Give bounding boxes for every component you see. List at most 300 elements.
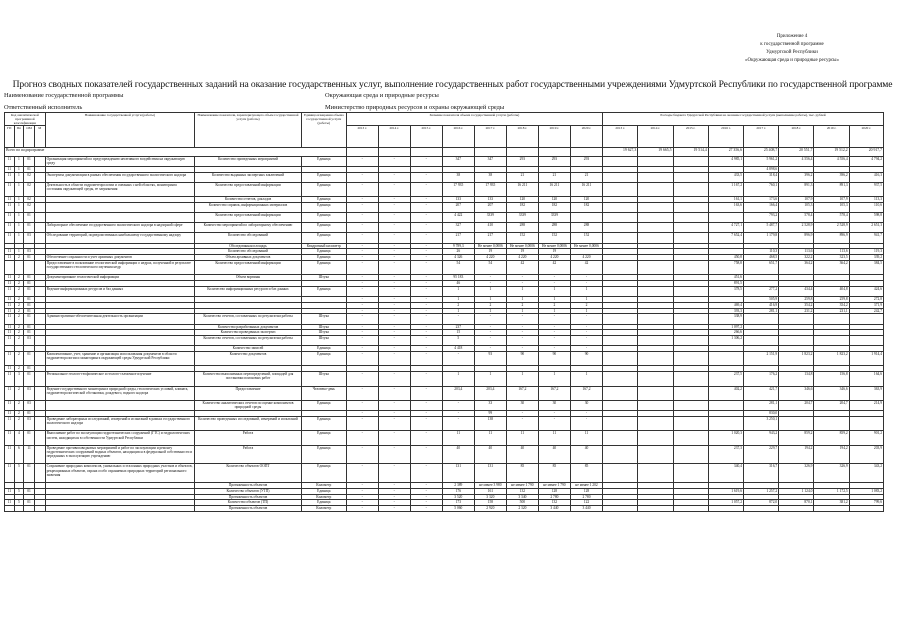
volume-cell: 1	[506, 297, 538, 303]
volume-cell: -	[378, 386, 410, 400]
code-m	[34, 506, 45, 512]
budget-cell: 469,4	[708, 302, 743, 308]
budget-cell: 1 619,6	[708, 488, 743, 494]
volume-cell: -	[346, 182, 378, 196]
code-gp: 11	[5, 167, 15, 173]
service-name	[45, 203, 194, 213]
code-om: 01	[24, 223, 35, 233]
volume-cell: -	[410, 346, 442, 352]
volume-cell: 1	[506, 286, 538, 296]
volume-cell: 9 789,3	[442, 243, 474, 249]
budget-cell	[814, 416, 849, 430]
volume-cell: 2	[506, 302, 538, 308]
budget-cell: 404,8	[814, 286, 849, 296]
table-row	[5, 445, 884, 464]
volume-cell: 2	[474, 302, 506, 308]
code-om: 01	[24, 255, 35, 261]
budget-cell: 891,5	[708, 281, 743, 287]
volume-cell: -	[346, 255, 378, 261]
budget-cell	[673, 286, 708, 296]
volume-cell: -	[346, 203, 378, 213]
budget-cell: 277,2	[743, 286, 778, 296]
budget-cell	[638, 223, 673, 233]
volume-cell: 1	[474, 286, 506, 296]
volume-cell: -	[410, 488, 442, 494]
volume-cell: Не менее 0,0006	[474, 243, 506, 249]
volume-cell: -	[378, 351, 410, 365]
code-om: 01	[24, 464, 35, 483]
budget-cell: 346,6	[779, 386, 814, 400]
volume-cell: -	[378, 233, 410, 243]
volume-cell: 4 220	[506, 255, 538, 261]
volume-cell: -	[410, 243, 442, 249]
budget-cell	[673, 416, 708, 430]
volume-cell: -	[410, 400, 442, 410]
budget-cell	[638, 260, 673, 274]
volume-cell: 40	[506, 445, 538, 464]
budget-cell: 338,9	[708, 314, 743, 324]
code-gp: 11	[5, 366, 15, 372]
volume-cell: -	[410, 314, 442, 324]
budget-cell: 859,2	[814, 431, 849, 445]
indicator-name: Количество объектов (ТП)	[195, 500, 302, 506]
code-pp: 1	[14, 213, 24, 223]
volume-cell: 16 211	[538, 182, 570, 196]
indicator-name: Работа	[195, 445, 302, 464]
budget-cell	[603, 182, 638, 196]
volume-cell: 347	[474, 157, 506, 167]
volume-cell: -	[506, 346, 538, 352]
code-om: 01	[24, 213, 35, 223]
volume-cell: -	[378, 400, 410, 410]
code-m	[34, 386, 45, 400]
code-m	[34, 233, 45, 243]
code-gp: 11	[5, 488, 15, 494]
volume-cell: 167,2	[570, 386, 602, 400]
volume-cell: -	[346, 411, 378, 417]
budget-cell	[673, 213, 708, 223]
total-budget-cell: 25 408,7	[743, 148, 778, 157]
code-gp: 11	[5, 400, 15, 410]
volume-cell: 85	[538, 464, 570, 483]
volume-cell: -	[378, 281, 410, 287]
budget-cell	[603, 172, 638, 182]
budget-cell: 4 898,6	[743, 167, 778, 173]
budget-cell: 242,7	[849, 308, 883, 314]
code-om: 01	[24, 302, 35, 308]
budget-cell: 113,3	[849, 197, 883, 203]
volume-cell: -	[570, 346, 602, 352]
volume-cell: -	[410, 411, 442, 417]
header-year-budget: 2018 г.	[779, 126, 814, 148]
indicator-name: Объем архивных документов	[195, 255, 302, 261]
header-service: Наименование государственной услуги (работы)	[45, 113, 194, 148]
volume-cell: -	[378, 411, 410, 417]
volume-cell: -	[346, 346, 378, 352]
indicator-name: Количество предоставленной информации	[195, 182, 302, 196]
budget-cell: 3 250,1	[743, 416, 778, 430]
volume-cell: -	[538, 330, 570, 336]
unit-name: Единица	[301, 249, 346, 255]
budget-cell: 229,7	[743, 445, 778, 464]
budget-cell: 1 172,5	[814, 488, 849, 494]
volume-cell: 3 440	[570, 506, 602, 512]
service-name: Лабораторное обеспечение государственного экологического надзора в надзорной сфере	[45, 223, 194, 233]
volume-cell: 182	[506, 203, 538, 213]
budget-cell: 107,9	[779, 197, 814, 203]
volume-cell: -	[378, 260, 410, 274]
volume-cell: 167,2	[506, 386, 538, 400]
volume-cell: 4 220	[474, 255, 506, 261]
volume-cell: 42	[570, 260, 602, 274]
volume-cell: -	[346, 506, 378, 512]
budget-cell: 1 083,2	[849, 488, 883, 494]
budget-cell: 194,2	[814, 445, 849, 464]
budget-cell	[779, 416, 814, 430]
volume-cell: -	[346, 330, 378, 336]
volume-cell: -	[410, 324, 442, 330]
volume-cell: -	[506, 416, 538, 430]
volume-cell: 133	[474, 197, 506, 203]
service-name: Выполнение работ по эксплуатации гидротехнических сооружений (ГТС) и гидрологических систем, находящихся в собственности Удмуртской Республики	[45, 431, 194, 445]
volume-cell: -	[346, 213, 378, 223]
budget-cell: 793,2	[743, 213, 778, 223]
budget-cell: 937,5	[849, 182, 883, 196]
header-year-budget: 2016 г.	[708, 126, 743, 148]
indicator-name: Количество отчетов, докладов	[195, 197, 302, 203]
volume-cell: 288	[506, 223, 538, 233]
volume-cell: -	[346, 275, 378, 281]
volume-cell: -	[538, 314, 570, 324]
table-row	[5, 464, 884, 483]
volume-cell: -	[346, 223, 378, 233]
volume-cell: -	[538, 346, 570, 352]
budget-cell: 396,2	[779, 172, 814, 182]
code-om: 01	[24, 324, 35, 330]
volume-cell: 2	[538, 302, 570, 308]
code-pp: 3	[14, 372, 24, 386]
volume-cell: 182	[538, 203, 570, 213]
volume-cell: -	[506, 411, 538, 417]
code-pp: 5	[14, 464, 24, 483]
volume-cell: -	[442, 411, 474, 417]
volume-cell: -	[410, 223, 442, 233]
budget-cell	[638, 172, 673, 182]
volume-cell: 42	[506, 260, 538, 274]
code-pp: 4	[14, 431, 24, 445]
volume-cell: -	[346, 431, 378, 445]
volume-cell: 40	[570, 445, 602, 464]
budget-cell: 231,1	[814, 308, 849, 314]
header-year-budget: 2017 г.	[743, 126, 778, 148]
volume-cell: -	[506, 330, 538, 336]
table-row	[5, 260, 884, 274]
volume-cell: 3 340	[506, 494, 538, 500]
budget-cell	[638, 431, 673, 445]
volume-cell: -	[410, 464, 442, 483]
budget-cell	[673, 223, 708, 233]
code-pp: 5	[14, 500, 24, 506]
budget-cell	[603, 431, 638, 445]
volume-cell: -	[506, 281, 538, 287]
volume-cell: -	[378, 464, 410, 483]
code-om: 01	[24, 500, 35, 506]
budget-cell: 110,3	[743, 249, 778, 255]
unit-name: Штука	[301, 372, 346, 386]
budget-cell	[673, 445, 708, 464]
volume-cell: 131	[474, 464, 506, 483]
unit-name: Единица	[301, 464, 346, 483]
header-year-volume: 2013 г.	[346, 126, 378, 148]
budget-cell	[673, 314, 708, 324]
volume-cell: 120	[570, 197, 602, 203]
volume-cell: 2 780	[538, 494, 570, 500]
appendix-line: к государственной программе	[760, 42, 824, 47]
volume-cell: 2 780	[570, 494, 602, 500]
volume-cell: -	[346, 286, 378, 296]
budget-cell: 266,6	[708, 330, 743, 336]
volume-cell: 152	[538, 233, 570, 243]
volume-cell: 26	[442, 249, 474, 255]
budget-cell: 105,3	[779, 203, 814, 213]
table-row	[5, 431, 884, 445]
volume-cell: -	[570, 336, 602, 346]
volume-cell: -	[570, 411, 602, 417]
volume-cell: -	[378, 488, 410, 494]
budget-cell	[638, 233, 673, 243]
budget-cell: 354,2	[779, 302, 814, 308]
budget-cell: 578,4	[814, 213, 849, 223]
volume-cell: -	[474, 281, 506, 287]
budget-cell: 4 985,1	[708, 157, 743, 167]
volume-cell: -	[442, 351, 474, 365]
volume-cell: 40	[442, 445, 474, 464]
budget-cell: 166,4	[743, 203, 778, 213]
budget-cell	[814, 336, 849, 346]
code-gp: 11	[5, 275, 15, 281]
code-gp: 11	[5, 249, 15, 255]
budget-cell: 433,5	[708, 172, 743, 182]
service-name: Документирование геологической информации	[45, 275, 194, 281]
volume-cell: 3 440	[538, 506, 570, 512]
budget-cell: 2 651,3	[849, 223, 883, 233]
unit-name: Единица	[301, 500, 346, 506]
budget-cell: 758,8	[708, 260, 743, 274]
total-volume-cell	[538, 148, 570, 157]
service-name: Проведение лабораторных исследований, измерений и испытаний в рамках государственного экологического надзора	[45, 416, 194, 430]
budget-cell: 1 124,0	[779, 488, 814, 494]
volume-cell: -	[410, 494, 442, 500]
volume-cell: 95 183	[442, 275, 474, 281]
budget-cell	[849, 416, 883, 430]
table-row	[5, 223, 884, 233]
budget-cell	[638, 182, 673, 196]
volume-cell: 93	[474, 351, 506, 365]
code-m	[34, 431, 45, 445]
code-pp: 2	[14, 255, 24, 261]
volume-cell: 21	[538, 172, 570, 182]
unit-name: Штука	[301, 324, 346, 330]
budget-cell: 259,8	[814, 297, 849, 303]
budget-cell	[603, 286, 638, 296]
volume-cell: -	[346, 445, 378, 464]
code-m	[34, 351, 45, 365]
budget-cell	[708, 213, 743, 223]
volume-cell: -	[538, 275, 570, 281]
volume-cell: 410	[474, 223, 506, 233]
total-budget-cell: 20 551,7	[779, 148, 814, 157]
volume-cell: -	[378, 346, 410, 352]
budget-cell: 4 556,4	[814, 157, 849, 167]
volume-cell: не менее 1 202	[570, 483, 602, 489]
code-gp: 11	[5, 351, 15, 365]
code-m	[34, 400, 45, 410]
volume-cell: -	[378, 416, 410, 430]
unit-name: Единица	[301, 182, 346, 196]
budget-cell: 598,8	[849, 213, 883, 223]
volume-cell: 2 920	[474, 506, 506, 512]
volume-cell: 40	[538, 445, 570, 464]
volume-cell: 120	[506, 197, 538, 203]
budget-cell	[673, 233, 708, 243]
budget-cell	[673, 506, 708, 512]
volume-cell: 85	[570, 464, 602, 483]
header-year-volume: 2016 г.	[442, 126, 474, 148]
header-volume: Значение показателя объема государственной услуги (работы)	[346, 113, 602, 126]
budget-cell: 1 097,2	[708, 324, 743, 330]
code-m	[34, 223, 45, 233]
service-name: Комплектование, учет, хранение и организация использования документов в области гидрометеорологии и мониторинга окружающей среды Удмуртской Республики	[45, 351, 194, 365]
code-gp: 11	[5, 416, 15, 430]
code-om	[24, 260, 35, 274]
volume-cell: -	[346, 243, 378, 249]
code-pp: 6	[14, 445, 24, 464]
total-budget-cell: 19 514,4	[673, 148, 708, 157]
volume-cell: -	[410, 386, 442, 400]
code-om: 01	[24, 281, 35, 287]
code-pp: 1	[14, 203, 24, 213]
table-row	[5, 157, 884, 167]
code-om: 01	[24, 275, 35, 281]
code-gp: 11	[5, 203, 15, 213]
budget-cell	[673, 203, 708, 213]
budget-cell	[673, 464, 708, 483]
code-gp: 11	[5, 281, 15, 287]
indicator-name: Количество проведенных мероприятий	[195, 157, 302, 167]
volume-cell: 17 935	[442, 182, 474, 196]
budget-cell	[708, 506, 743, 512]
unit-name: Единица	[301, 286, 346, 296]
code-gp: 11	[5, 297, 15, 303]
unit-name: Единица	[301, 346, 346, 352]
unit-name: Единица	[301, 213, 346, 223]
volume-cell: -	[538, 281, 570, 287]
indicator-name: Протяженность объектов	[195, 494, 302, 500]
volume-cell: -	[410, 297, 442, 303]
header-year-budget: 2020 г.	[849, 126, 883, 148]
service-name: Проведение противопаводковых мероприятий и работ по эксплуатации и ремонту гидротехнических сооружений водных объектов, находящихся в федеральной собственности и переданных в эксплуатацию учреждению	[45, 445, 194, 464]
volume-cell: 158	[474, 500, 506, 506]
budget-cell: 896,9	[814, 233, 849, 243]
budget-cell: 416,3	[849, 172, 883, 182]
volume-cell: 176	[442, 488, 474, 494]
indicator-name: Количество отчетов, составленных по результатам работы	[195, 314, 302, 324]
service-name	[45, 400, 194, 410]
budget-cell: 231,2	[779, 308, 814, 314]
volume-cell: 38	[474, 172, 506, 182]
service-name	[45, 213, 194, 223]
code-m	[34, 314, 45, 324]
volume-cell: 16 211	[506, 182, 538, 196]
code-m	[34, 260, 45, 274]
code-pp: 2	[14, 400, 24, 410]
document-title: Прогноз сводных показателей государственных заданий на оказание государственных услуг, выполнение государственных работ государственными учреждениями Удмуртской Республики по государственной программе	[12, 79, 893, 90]
service-name: Организация мероприятий по предупреждению негативного воздействия на окружающую среду	[45, 157, 194, 167]
volume-cell: -	[378, 223, 410, 233]
code-pp: 2	[14, 416, 24, 430]
header-year-volume: 2015 г.	[410, 126, 442, 148]
code-gp: 11	[5, 500, 15, 506]
indicator-name: Предоставление	[195, 386, 302, 400]
indicator-name: Количество предоставленной информации	[195, 213, 302, 223]
code-om	[24, 506, 35, 512]
budget-cell: 316,7	[743, 464, 778, 483]
indicator-name: Количество аналитических отчетов по оценке компонентов природной среды	[195, 400, 302, 410]
header-year-volume: 2014 г.	[378, 126, 410, 148]
volume-cell: 3339	[538, 213, 570, 223]
volume-cell: -	[346, 281, 378, 287]
code-gp: 11	[5, 286, 15, 296]
indicator-name: Количество выданных экспертных заключений	[195, 172, 302, 182]
volume-cell: 42	[538, 260, 570, 274]
volume-cell: Не менее 0,0006	[570, 243, 602, 249]
code-pp: 1	[14, 182, 24, 196]
unit-name: Единица	[301, 416, 346, 430]
volume-cell: 19	[474, 249, 506, 255]
volume-cell: 293	[538, 157, 570, 167]
service-name: Обеспечение сохранности и учет архивных документов	[45, 255, 194, 261]
volume-cell: 90	[570, 351, 602, 365]
unit-name: Единица	[301, 351, 346, 365]
budget-cell	[673, 386, 708, 400]
budget-cell: 378,5	[708, 286, 743, 296]
budget-cell: 343,2	[849, 464, 883, 483]
volume-cell: -	[410, 483, 442, 489]
volume-cell: 30	[570, 400, 602, 410]
budget-cell: 281,1	[743, 308, 778, 314]
volume-cell: -	[346, 172, 378, 182]
budget-cell	[603, 416, 638, 430]
volume-cell: не менее 1 790	[538, 483, 570, 489]
budget-cell	[673, 172, 708, 182]
unit-name: Единица	[301, 172, 346, 182]
volume-cell: 21	[506, 172, 538, 182]
table-row	[5, 233, 884, 243]
indicator-name: Количество выполненных переопределений, площадей для постановки поисковых работ	[195, 372, 302, 386]
table-row	[5, 386, 884, 400]
indicator-name: Количество мероприятий по лабораторному обеспечению	[195, 223, 302, 233]
code-om: 03	[24, 233, 35, 243]
budget-cell	[814, 314, 849, 324]
code-m	[34, 182, 45, 196]
budget-cell: 2 528,9	[814, 223, 849, 233]
volume-cell: 293	[570, 157, 602, 167]
volume-cell: -	[570, 416, 602, 430]
header-year-budget: 2013 г.	[603, 126, 638, 148]
service-name: Экспертиза документации в рамках обеспечения государственного экологического надзора	[45, 172, 194, 182]
budget-cell: 134,8	[779, 372, 814, 386]
volume-cell: 90	[538, 351, 570, 365]
